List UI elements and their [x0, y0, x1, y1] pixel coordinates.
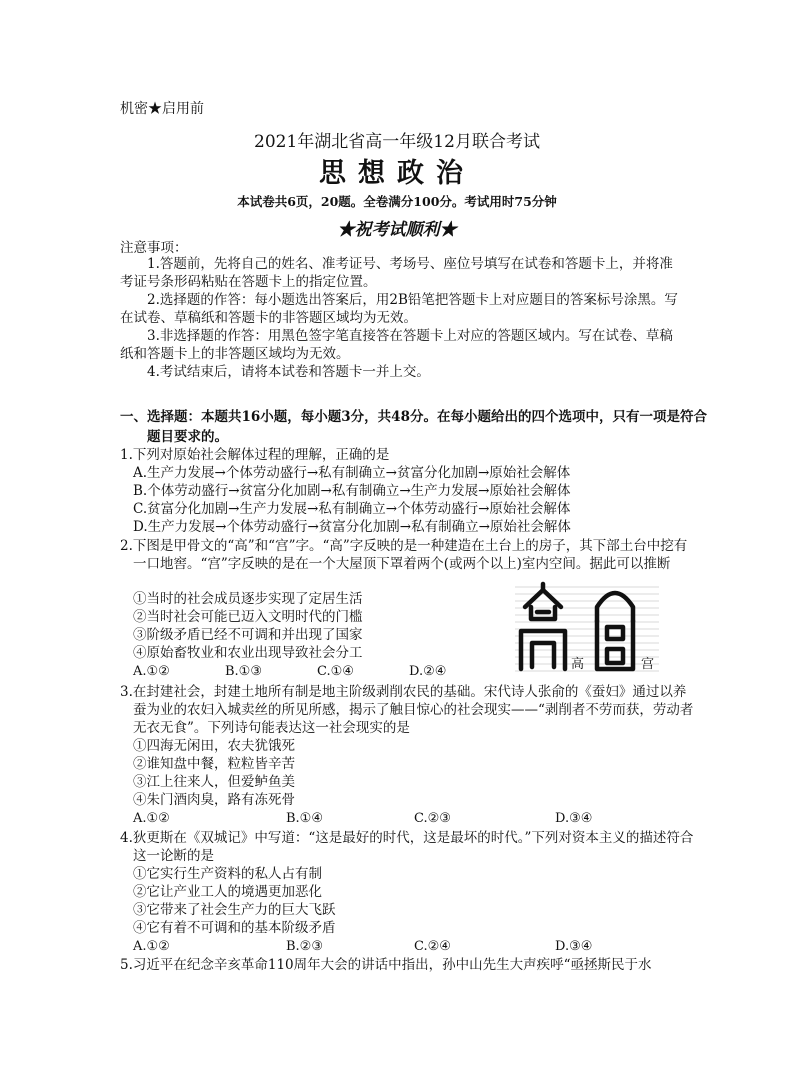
statement-item: ①当时的社会成员逐步实现了定居生活: [133, 591, 363, 607]
notice-title: 注意事项：: [120, 240, 188, 256]
choice-a: A.①②: [133, 811, 170, 826]
statement-item: ③江上往来人，但爱鲈鱼美: [133, 774, 295, 790]
statement-item: ②谁知盘中餐，粒粒皆辛苦: [133, 756, 295, 772]
choice-c: C.②③: [414, 811, 451, 826]
statement-item: ④原始畜牧业和农业出现导致社会分工: [133, 645, 363, 661]
notice-item: 4.考试结束后，请将本试卷和答题卡一并上交。: [147, 364, 430, 380]
oracle-bone-figure: [515, 581, 659, 675]
exam-title: 2021年湖北省高一年级12月联合考试: [254, 132, 540, 152]
subject-title: 思想政治: [319, 158, 475, 189]
question-stem: 3.在封建社会，封建土地所有制是地主阶级剥削农民的基础。宋代诗人张俞的《蚕妇》通过以养蚕为业的农妇入城卖丝的所见所感，揭示了触目惊心的社会现实——“剥削者不劳而获，劳动者无衣无食”。下列诗句能表达这一社会现实的是: [120, 684, 694, 736]
choice-b: B.①④: [286, 811, 323, 826]
question-stem: 4.狄更斯在《双城记》中写道：“这是最好的时代，这是最坏的时代。”下列对资本主义的描述符合这一论断的是: [120, 830, 694, 864]
choice-row: [133, 939, 593, 956]
notice-item: 3.非选择题的作答：用黑色签字笔直接答在答题卡上对应的答题区域内。写在试卷、草稿纸和答题卡上的非答题区域均为无效。: [120, 328, 673, 362]
figure-label-gao: 高: [571, 657, 585, 672]
choice-c: C.①④: [317, 664, 354, 679]
statement-item: ④朱门酒肉臭，路有冻死骨: [133, 792, 295, 808]
choice-row: [133, 811, 593, 828]
choice-a: A.①②: [133, 664, 170, 679]
choice-b: B.①③: [225, 664, 262, 679]
choice-d: D.③④: [555, 811, 593, 826]
statement-item: ②当时社会可能已迈入文明时代的门槛: [133, 609, 363, 625]
choice-d: D.②④: [409, 664, 447, 679]
choice-row: [133, 664, 473, 681]
question-stem: 1.下列对原始社会解体过程的理解，正确的是: [120, 447, 390, 463]
choice-a: A.①②: [133, 939, 170, 954]
section-heading: 一、选择题：本题共16小题，每小题3分，共48分。在每小题给出的四个选项中，只有一项是符合题目要求的。: [120, 409, 707, 445]
good-luck-banner: ★祝考试顺利★: [337, 220, 457, 240]
figure-label-gong: 宫: [641, 657, 655, 672]
option-b: B.个体劳动盛行→贫富分化加剧→私有制确立→生产力发展→原始社会解体: [133, 483, 571, 499]
statement-item: ④它有着不可调和的基本阶级矛盾: [133, 920, 336, 936]
notice-item: 1.答题前，先将自己的姓名、准考证号、考场号、座位号填写在试卷和答题卡上，并将准考证号条形码粘贴在答题卡上的指定位置。: [120, 256, 673, 290]
statement-item: ③阶级矛盾已经不可调和并出现了国家: [133, 627, 363, 643]
notice-item: 2.选择题的作答：每小题选出答案后，用2B铅笔把答题卡上对应题目的答案标号涂黑。写在试卷、草稿纸和答题卡的非答题区域均为无效。: [120, 292, 678, 326]
option-a: A.生产力发展→个体劳动盛行→私有制确立→贫富分化加剧→原始社会解体: [133, 465, 571, 481]
option-c: C.贫富分化加剧→生产力发展→私有制确立→个体劳动盛行→原始社会解体: [133, 501, 571, 517]
gao-glyph-icon: [521, 584, 565, 669]
choice-b: B.②③: [286, 939, 323, 954]
option-d: D.生产力发展→个体劳动盛行→贫富分化加剧→私有制确立→原始社会解体: [133, 519, 571, 535]
exam-info: 本试卷共6页，20题。全卷满分100分。考试用时75分钟: [237, 194, 557, 209]
oracle-bone-glyphs: [515, 581, 659, 675]
choice-d: D.③④: [555, 939, 593, 954]
confidential-label: 机密★启用前: [120, 101, 204, 117]
statement-item: ③它带来了社会生产力的巨大飞跃: [133, 902, 336, 918]
statement-item: ①四海无闲田，农夫犹饿死: [133, 738, 295, 754]
choice-c: C.②④: [414, 939, 451, 954]
question-stem: 2.下图是甲骨文的“高”和“宫”字。“高”字反映的是一种建造在土台上的房子，其下部土台中挖有一口地窖。“宫”字反映的是在一个大屋顶下罩着两个(或两个以上)室内空间。据此可以推断: [120, 538, 688, 572]
gong-glyph-icon: [597, 593, 633, 669]
statement-item: ①它实行生产资料的私人占有制: [133, 866, 322, 882]
question-stem: 5.习近平在纪念辛亥革命110周年大会的讲话中指出，孙中山先生大声疾呼“亟拯斯民于水: [120, 957, 652, 973]
statement-item: ②它让产业工人的境遇更加恶化: [133, 884, 322, 900]
